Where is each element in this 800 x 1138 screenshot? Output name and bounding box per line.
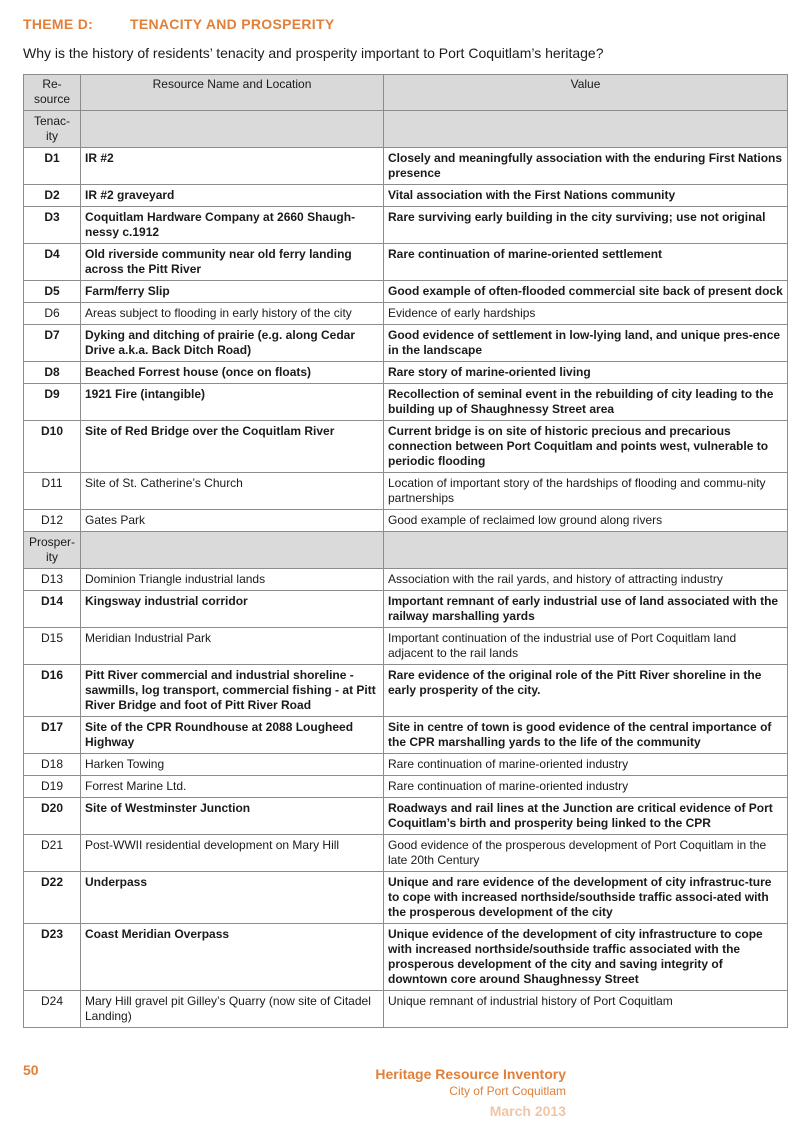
- resource-table: [23, 74, 788, 1028]
- resource-id: D10: [24, 421, 81, 473]
- resource-name: Areas subject to flooding in early history of the city: [81, 303, 384, 325]
- header-name-location: Resource Name and Location: [81, 75, 384, 111]
- resource-id: D12: [24, 510, 81, 532]
- resource-id: D23: [24, 924, 81, 991]
- table-row: [24, 325, 788, 362]
- table-row: [24, 591, 788, 628]
- resource-name: Kingsway industrial corridor: [81, 591, 384, 628]
- resource-id: D13: [24, 569, 81, 591]
- section-label: Prosper-ity: [24, 532, 81, 569]
- resource-value: Rare evidence of the original role of the Pitt River shoreline in the early prosperity of the city.: [384, 665, 788, 717]
- resource-name: Gates Park: [81, 510, 384, 532]
- resource-name: Pitt River commercial and industrial shoreline - sawmills, log transport, commercial fishing - at Pitt River Bridge and foot of Pitt River Road: [81, 665, 384, 717]
- table-row: [24, 754, 788, 776]
- section-row: [24, 532, 788, 569]
- resource-value: Location of important story of the hardships of flooding and commu-nity partnerships: [384, 473, 788, 510]
- resource-id: D21: [24, 835, 81, 872]
- table-row: [24, 421, 788, 473]
- resource-value: Roadways and rail lines at the Junction are critical evidence of Port Coquitlam’s birth and prosperity being linked to the CPR: [384, 798, 788, 835]
- resource-name: Site of the CPR Roundhouse at 2088 Lougheed Highway: [81, 717, 384, 754]
- resource-value: Unique and rare evidence of the development of city infrastruc-ture to cope with increased northside/southside traffic associ-ated with the prosperous development of the city: [384, 872, 788, 924]
- resource-name: Site of Red Bridge over the Coquitlam River: [81, 421, 384, 473]
- resource-id: D24: [24, 991, 81, 1028]
- resource-id: D9: [24, 384, 81, 421]
- table-row: [24, 991, 788, 1028]
- section-empty-cell: [81, 532, 384, 569]
- theme-question: Why is the history of residents’ tenacity and prosperity important to Port Coquitlam’s heritage?: [23, 45, 604, 61]
- resource-name: Dominion Triangle industrial lands: [81, 569, 384, 591]
- resource-id: D19: [24, 776, 81, 798]
- resource-id: D4: [24, 244, 81, 281]
- resource-value: Good example of often-flooded commercial site back of present dock: [384, 281, 788, 303]
- resource-value: Association with the rail yards, and history of attracting industry: [384, 569, 788, 591]
- resource-value: Closely and meaningfully association with the enduring First Nations presence: [384, 148, 788, 185]
- theme-heading: [23, 16, 334, 32]
- page-number: 50: [23, 1062, 39, 1078]
- table-row: [24, 776, 788, 798]
- table-row: [24, 473, 788, 510]
- resource-value: Good evidence of the prosperous development of Port Coquitlam in the late 20th Century: [384, 835, 788, 872]
- footer-subtitle: City of Port Coquitlam: [449, 1084, 566, 1098]
- resource-id: D15: [24, 628, 81, 665]
- resource-value: Rare story of marine-oriented living: [384, 362, 788, 384]
- resource-name: Coquitlam Hardware Company at 2660 Shaugh-nessy c.1912: [81, 207, 384, 244]
- resource-id: D2: [24, 185, 81, 207]
- table-row: [24, 872, 788, 924]
- table-row: [24, 362, 788, 384]
- table-row: [24, 303, 788, 325]
- resource-id: D8: [24, 362, 81, 384]
- resource-value: Unique remnant of industrial history of Port Coquitlam: [384, 991, 788, 1028]
- resource-id: D7: [24, 325, 81, 362]
- resource-value: Site in centre of town is good evidence of the central importance of the CPR marshalling yards to the life of the community: [384, 717, 788, 754]
- theme-title: TENACITY AND PROSPERITY: [130, 16, 335, 32]
- resource-name: Site of Westminster Junction: [81, 798, 384, 835]
- resource-id: D11: [24, 473, 81, 510]
- table-row: [24, 185, 788, 207]
- resource-id: D16: [24, 665, 81, 717]
- table-row: [24, 628, 788, 665]
- table-row: [24, 148, 788, 185]
- table-row: [24, 924, 788, 991]
- section-empty-cell: [81, 111, 384, 148]
- table-body: [24, 111, 788, 1028]
- resource-value: Rare continuation of marine-oriented industry: [384, 754, 788, 776]
- resource-value: Recollection of seminal event in the rebuilding of city leading to the building up of Shaughnessy Street area: [384, 384, 788, 421]
- section-empty-cell: [384, 532, 788, 569]
- table-row: [24, 665, 788, 717]
- table-row: [24, 717, 788, 754]
- header-value: Value: [384, 75, 788, 111]
- resource-id: D3: [24, 207, 81, 244]
- resource-name: Post-WWII residential development on Mary Hill: [81, 835, 384, 872]
- resource-name: IR #2: [81, 148, 384, 185]
- resource-value: Rare continuation of marine-oriented settlement: [384, 244, 788, 281]
- resource-name: Dyking and ditching of prairie (e.g. along Cedar Drive a.k.a. Back Ditch Road): [81, 325, 384, 362]
- resource-name: Site of St. Catherine’s Church: [81, 473, 384, 510]
- table-row: [24, 510, 788, 532]
- resource-id: D20: [24, 798, 81, 835]
- table-row: [24, 281, 788, 303]
- table-row: [24, 244, 788, 281]
- resource-name: IR #2 graveyard: [81, 185, 384, 207]
- theme-code: THEME D:: [23, 16, 94, 32]
- resource-name: Harken Towing: [81, 754, 384, 776]
- footer-date: March 2013: [489, 1103, 566, 1119]
- resource-id: D6: [24, 303, 81, 325]
- table-row: [24, 384, 788, 421]
- resource-id: D17: [24, 717, 81, 754]
- resource-id: D1: [24, 148, 81, 185]
- resource-name: Beached Forrest house (once on floats): [81, 362, 384, 384]
- resource-name: Mary Hill gravel pit Gilley’s Quarry (now site of Citadel Landing): [81, 991, 384, 1028]
- resource-id: D14: [24, 591, 81, 628]
- resource-value: Good evidence of settlement in low-lying land, and unique pres-ence in the landscape: [384, 325, 788, 362]
- section-row: [24, 111, 788, 148]
- resource-id: D5: [24, 281, 81, 303]
- resource-id: D22: [24, 872, 81, 924]
- resource-name: Forrest Marine Ltd.: [81, 776, 384, 798]
- resource-name: 1921 Fire (intangible): [81, 384, 384, 421]
- resource-value: Important continuation of the industrial use of Port Coquitlam land adjacent to the rail lands: [384, 628, 788, 665]
- resource-id: D18: [24, 754, 81, 776]
- resource-value: Evidence of early hardships: [384, 303, 788, 325]
- table-row: [24, 835, 788, 872]
- resource-value: Rare continuation of marine-oriented industry: [384, 776, 788, 798]
- resource-name: Coast Meridian Overpass: [81, 924, 384, 991]
- resource-name: Farm/ferry Slip: [81, 281, 384, 303]
- resource-value: Rare surviving early building in the city surviving; use not original: [384, 207, 788, 244]
- table-row: [24, 207, 788, 244]
- table-row: [24, 569, 788, 591]
- resource-name: Meridian Industrial Park: [81, 628, 384, 665]
- table-header-row: [24, 75, 788, 111]
- table-row: [24, 798, 788, 835]
- resource-value: Vital association with the First Nations community: [384, 185, 788, 207]
- resource-name: Underpass: [81, 872, 384, 924]
- header-resource: Re-source: [24, 75, 81, 111]
- resource-value: Good example of reclaimed low ground along rivers: [384, 510, 788, 532]
- footer-title: Heritage Resource Inventory: [375, 1066, 566, 1082]
- resource-name: Old riverside community near old ferry landing across the Pitt River: [81, 244, 384, 281]
- section-empty-cell: [384, 111, 788, 148]
- resource-value: Important remnant of early industrial use of land associated with the railway marshalling yards: [384, 591, 788, 628]
- resource-value: Current bridge is on site of historic precious and precarious connection between Port Coquitlam and points west, vulnerable to periodic flooding: [384, 421, 788, 473]
- section-label: Tenac-ity: [24, 111, 81, 148]
- resource-value: Unique evidence of the development of city infrastructure to cope with increased northside/southside traffic associated with the prosperous development of the city and saving integrity of downtown core around Shaughnessy Street: [384, 924, 788, 991]
